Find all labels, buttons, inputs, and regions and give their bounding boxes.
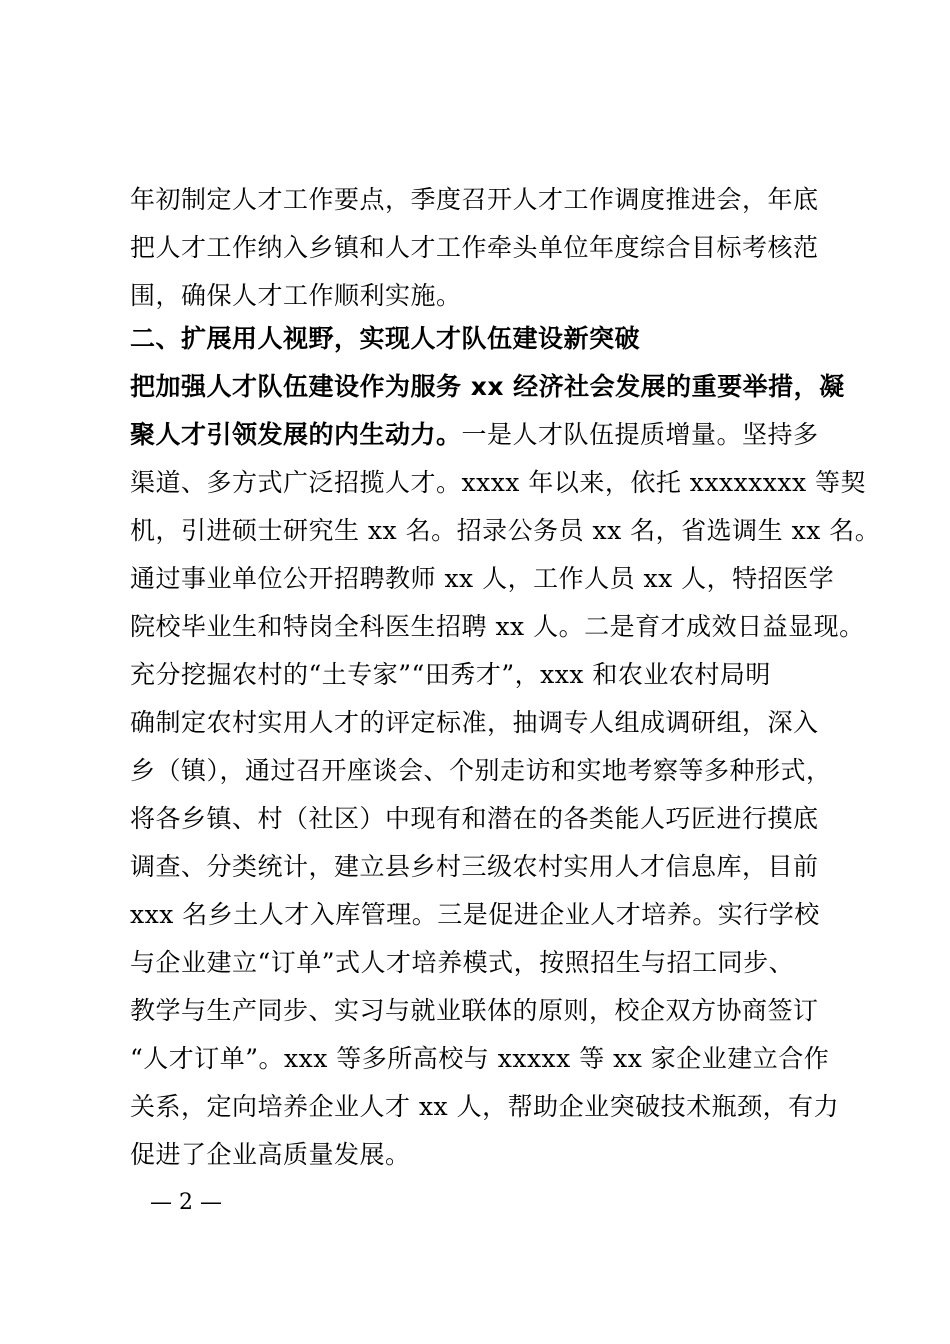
paragraph-line: 年初制定人才工作要点，季度召开人才工作调度推进会，年底 (130, 185, 819, 214)
paragraph-line-mixed (130, 411, 819, 459)
paragraph-line: 院校毕业生和特岗全科医生招聘 xx 人。二是育才成效日益显现。 (130, 612, 865, 641)
paragraph-line: 通过事业单位公开招聘教师 xx 人，工作人员 xx 人，特招医学 (130, 564, 835, 593)
paragraph-line: 与企业建立“订单”式人才培养模式，按照招生与招工同步、 (130, 948, 795, 977)
paragraph-line: 充分挖掘农村的“土专家”“田秀才”，xxx 和农业农村局明 (130, 660, 771, 689)
paragraph-line: 围，确保人才工作顺利实施。 (130, 281, 462, 310)
paragraph-line: 把人才工作纳入乡镇和人才工作牵头单位年度综合目标考核范 (130, 233, 819, 262)
paragraph-line: 教学与生产同步、实习与就业联体的原则，校企双方协商签订 (130, 996, 819, 1025)
bold-lead-text: 聚人才引领发展的内生动力。 (130, 420, 462, 449)
paragraph-line: 关系，定向培养企业人才 xx 人，帮助企业突破技术瓶颈，有力 (130, 1092, 840, 1121)
paragraph-line: 渠道、多方式广泛招揽人才。xxxx 年以来，依托 xxxxxxxx 等契 (130, 468, 867, 497)
paragraph-line: 乡（镇），通过召开座谈会、个别走访和实地考察等多种形式， (130, 756, 832, 785)
paragraph-line: xxx 名乡土人才入库管理。三是促进企业人才培养。实行学校 (130, 900, 820, 929)
paragraph-text: 一是人才队伍提质增量。坚持多 (461, 420, 819, 449)
paragraph-line: 将各乡镇、村（社区）中现有和潜在的各类能人巧匠进行摸底 (130, 804, 819, 833)
paragraph-bold-line: 把加强人才队伍建设作为服务 xx 经济社会发展的重要举措，凝 (130, 372, 845, 401)
paragraph-line: 机，引进硕士研究生 xx 名。招录公务员 xx 名，省选调生 xx 名。 (130, 516, 881, 545)
page-number: — 2 — (150, 1190, 222, 1215)
paragraph-line: 促进了企业高质量发展。 (130, 1140, 411, 1169)
paragraph-line: 调查、分类统计，建立县乡村三级农村实用人才信息库，目前 (130, 852, 819, 881)
section-heading: 二、扩展用人视野，实现人才队伍建设新突破 (130, 324, 641, 353)
paragraph-line: 确制定农村实用人才的评定标准，抽调专人组成调研组，深入 (130, 708, 819, 737)
paragraph-line: “人才订单”。xxx 等多所高校与 xxxxx 等 xx 家企业建立合作 (130, 1044, 830, 1073)
